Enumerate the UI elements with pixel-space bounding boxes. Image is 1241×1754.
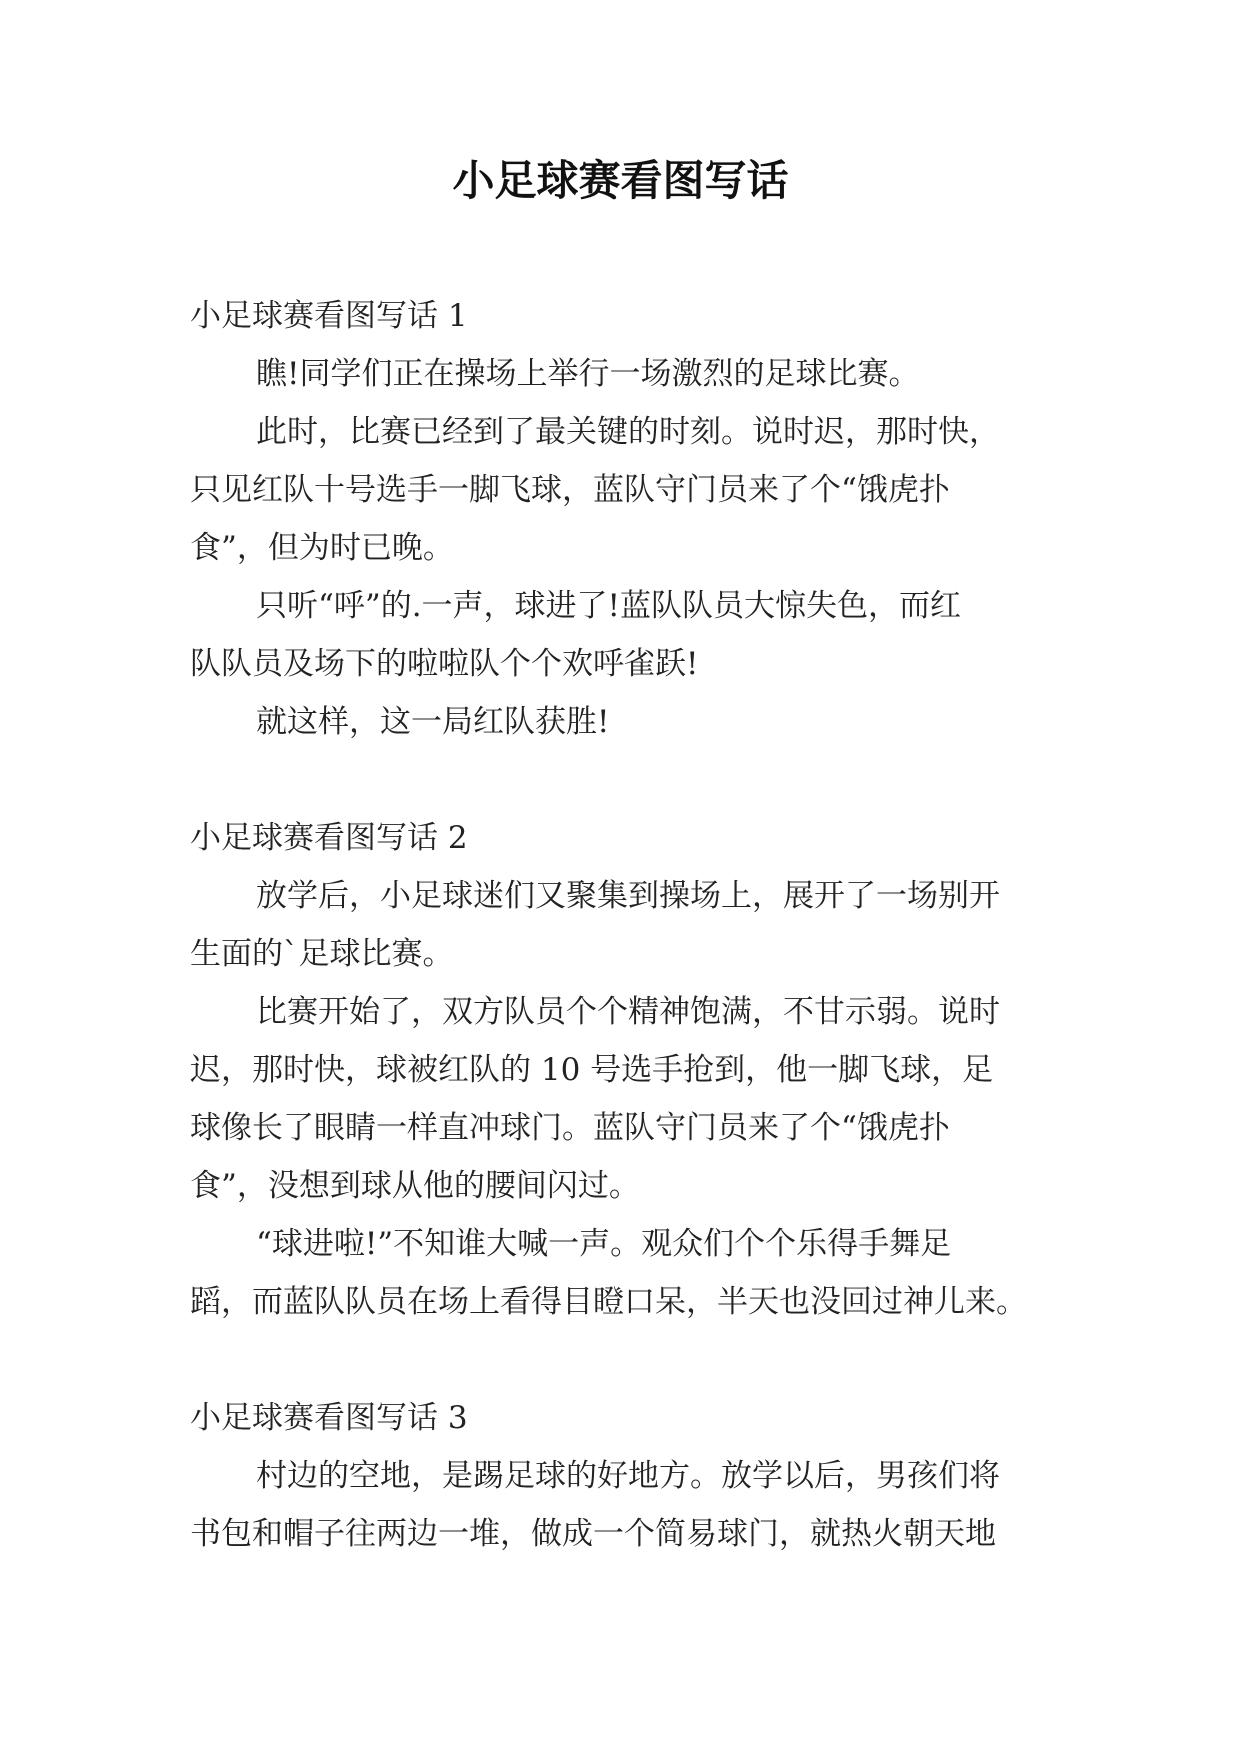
paragraph-line: 就这样，这一局红队获胜! [256,704,610,740]
paragraph [190,867,1060,983]
paragraph-line: 书包和帽子往两边一堆，做成一个简易球门，就热火朝天地 [190,1516,996,1552]
paragraph-line: 生面的`足球比赛。 [190,936,454,972]
paragraph [190,693,1060,751]
section-heading: 小足球赛看图写话 3 [190,1400,468,1436]
paragraph [190,983,1060,1215]
paragraph-line: 只见红队十号选手一脚飞球，蓝队守门员来了个“饿虎扑 [190,472,950,508]
paragraph-line: 此时，比赛已经到了最关键的时刻。说时迟，那时快， [256,414,1000,450]
paragraph [190,345,1060,403]
paragraph-line: 球像长了眼睛一样直冲球门。蓝队守门员来了个“饿虎扑 [190,1110,950,1146]
paragraph [190,577,1060,693]
paragraph [190,1447,1060,1563]
paragraph-line: 瞧!同学们正在操场上举行一场激烈的足球比赛。 [256,356,920,392]
section-spacer [190,1331,1060,1389]
document-title: 小足球赛看图写话 [452,156,789,205]
section-spacer [190,751,1060,809]
paragraph-line: “球进啦!”不知谁大喊一声。观众们个个乐得手舞足 [256,1226,952,1262]
paragraph [190,1215,1060,1331]
paragraph-line: 村边的空地，是踢足球的好地方。放学以后，男孩们将 [256,1458,1000,1494]
paragraph [190,403,1060,577]
paragraph-line: 比赛开始了，双方队员个个精神饱满，不甘示弱。说时 [256,994,1000,1030]
paragraph-line: 食”，但为时已晚。 [190,530,454,566]
document-body [190,287,1060,1563]
paragraph-line: 迟，那时快，球被红队的 10 号选手抢到，他一脚飞球，足 [190,1052,994,1088]
section-heading: 小足球赛看图写话 1 [190,298,468,334]
paragraph-line: 蹈，而蓝队队员在场上看得目瞪口呆，半天也没回过神儿来。 [190,1284,1027,1320]
paragraph-line: 队队员及场下的啦啦队个个欢呼雀跃! [190,646,699,682]
paragraph-line: 只听“呼”的.一声，球进了!蓝队队员大惊失色，而红 [256,588,962,624]
section-heading: 小足球赛看图写话 2 [190,820,468,856]
paragraph-line: 食”，没想到球从他的腰间闪过。 [190,1168,640,1204]
paragraph-line: 放学后，小足球迷们又聚集到操场上，展开了一场别开 [256,878,1000,914]
